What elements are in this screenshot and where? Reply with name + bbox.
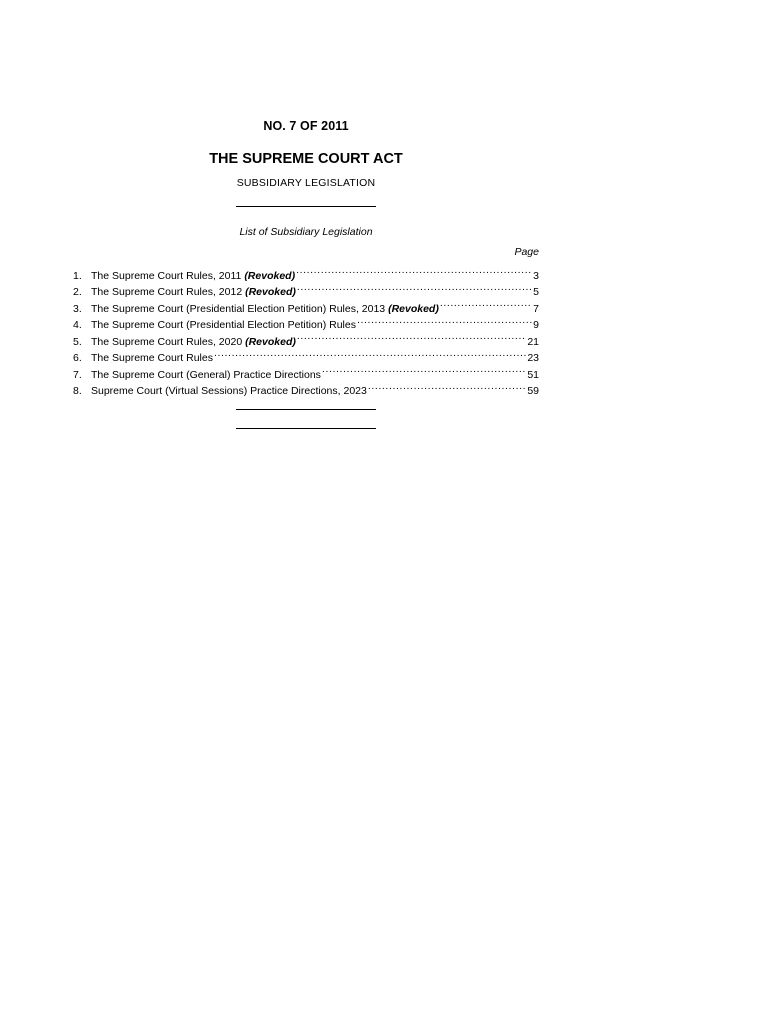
toc-entry-number: 8.: [73, 385, 82, 397]
dot-leader: [213, 345, 526, 362]
act-number: NO. 7 OF 2011: [263, 119, 349, 133]
toc-entry-title: The Supreme Court Rules, 2020 (Revoked): [91, 335, 296, 348]
dot-leader: [296, 279, 532, 296]
toc-entry-page: 3: [533, 269, 539, 282]
toc-entry-page: 7: [533, 302, 539, 315]
dot-leader: [439, 295, 532, 312]
toc-entry-number: 6.: [73, 352, 82, 364]
revoked-label: (Revoked): [245, 335, 296, 348]
divider-rule: [236, 206, 376, 207]
toc-entry-page: 21: [527, 335, 539, 348]
toc-entry-title: The Supreme Court Rules: [91, 352, 213, 364]
divider-rule: [236, 409, 376, 410]
toc-entry-title: The Supreme Court (General) Practice Directions: [91, 368, 321, 381]
toc-entry-page: 51: [527, 368, 539, 381]
subsidiary-legislation-subtitle: SUBSIDIARY LEGISLATION: [236, 177, 376, 189]
dot-leader: [321, 361, 526, 378]
toc-entry-page: 5: [533, 286, 539, 298]
toc-entry-number: 7.: [73, 368, 82, 381]
toc-entry-title: The Supreme Court Rules, 2012 (Revoked): [91, 286, 296, 298]
page-column-heading: Page: [514, 246, 539, 258]
toc-entry-title: The Supreme Court Rules, 2011 (Revoked): [91, 269, 296, 282]
revoked-label: (Revoked): [245, 286, 296, 298]
toc-entry-number: 2.: [73, 286, 82, 298]
revoked-label: (Revoked): [244, 269, 296, 282]
dot-leader: [296, 328, 526, 345]
revoked-label: (Revoked): [388, 302, 439, 315]
toc-entry-number: 1.: [73, 269, 82, 282]
toc-entry-title: The Supreme Court (Presidential Election Petition) Rules, 2013 (Revoked): [91, 302, 439, 315]
dot-leader: [367, 378, 526, 395]
toc-entry-number: 3.: [73, 302, 82, 315]
toc-entry-page: 9: [533, 319, 539, 331]
act-title: THE SUPREME COURT ACT: [209, 151, 403, 167]
toc-entry-page: 59: [527, 385, 539, 397]
toc-entry-title: Supreme Court (Virtual Sessions) Practice Directions, 2023: [91, 385, 367, 397]
toc-entry-number: 4.: [73, 319, 82, 331]
dot-leader: [295, 262, 532, 279]
table-of-contents: [73, 262, 539, 397]
toc-entry[interactable]: [73, 262, 539, 282]
dot-leader: [356, 312, 532, 329]
toc-entry-page: 23: [527, 352, 539, 364]
toc-entry-title: The Supreme Court (Presidential Election Petition) Rules: [91, 319, 356, 331]
divider-rule: [236, 428, 376, 429]
toc-entry-number: 5.: [73, 335, 82, 348]
list-heading: List of Subsidiary Legislation: [239, 226, 373, 238]
